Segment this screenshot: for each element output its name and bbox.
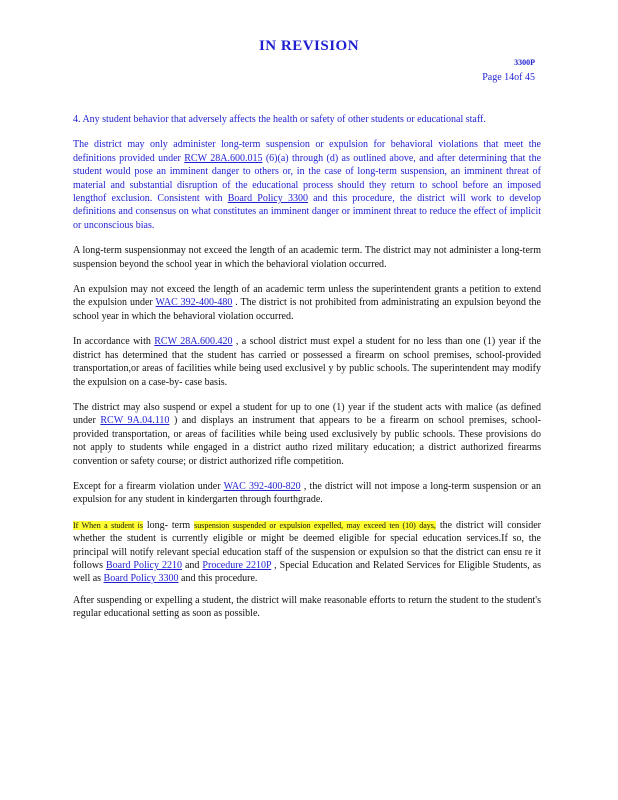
paragraph-long-term-suspension	[73, 138, 541, 232]
paragraph-expulsion-length	[73, 283, 541, 323]
link-rcw-28a600015[interactable]: RCW 28A.600.015	[184, 152, 263, 164]
text-segment: and this procedure.	[178, 573, 258, 585]
highlighted-revision: If When a student is	[73, 520, 143, 530]
revision-title: IN REVISION	[258, 38, 360, 54]
text-segment: The district may also suspend or expel a student for up to one (1) year if the student acts with malice (as defined under	[73, 401, 541, 427]
text-segment: , the district will not impose a long-term suspension or an expulsion for any student in kindergarten through fourthgrade.	[73, 480, 541, 506]
highlighted-revision: suspension suspended or expulsion expelled, may exceed ten (10) days,	[194, 520, 436, 530]
text-segment: ) and displays an instrument that appears to be a firearm on school premises, school-provided transportation, or areas of facilities while being used exclusively by public schools. These provisions do not apply to students while engaged in a district autho rized military education; a district authorized firearms convention or safety course; or district authorized rifle competition.	[73, 415, 541, 467]
text-segment: and	[181, 559, 203, 571]
link-rcw-9a04110[interactable]: RCW 9A.04.110	[100, 415, 170, 427]
paragraph-malice	[73, 401, 541, 468]
document-number: 3300P	[514, 58, 535, 67]
link-board-policy-3300[interactable]: Board Policy 3300	[227, 193, 308, 205]
paragraph-suspension-length: A long-term suspensionmay not exceed the length of an academic term. The district may not administer a long-term suspension beyond the school year in which the behavioral violation occurred.	[73, 245, 541, 270]
link-wac-392-400-480[interactable]: WAC 392-400-480	[155, 297, 233, 309]
text-segment: In accordance with	[73, 336, 155, 348]
text-segment: Except for a firearm violation under	[73, 480, 224, 492]
text-segment: (6)(a) through (d) as outlined above, and after determining that the student would pose an imminent danger to others or, in the case of long-term suspension, an imminent threat of material and substantial disruption of the educational process should they return to school before an imposed lengthof exclusion. Consistent with	[73, 152, 542, 205]
text-segment: The district may only administer long-term suspension or expulsion for behavioral violations that meet the definitions provided under	[73, 139, 541, 164]
link-rcw-28a600420[interactable]: RCW 28A.600.420	[154, 336, 233, 348]
paragraph-special-education	[73, 519, 541, 586]
link-board-policy-3300[interactable]: Board Policy 3300	[103, 573, 179, 585]
link-board-policy-2210[interactable]: Board Policy 2210	[106, 559, 182, 571]
text-segment: and this procedure, the district will work to develop definitions and consensus on what constitutes an imminent danger or imminent threat to reduce the effect of implicit or unconscious bias.	[73, 193, 542, 231]
text-segment: long- term	[142, 519, 195, 531]
link-wac-392-400-820[interactable]: WAC 392-400-820	[223, 480, 301, 492]
link-procedure-2210p[interactable]: Procedure 2210P	[202, 559, 272, 571]
text-segment: . The district is not prohibited from administrating an expulsion beyond the school year in which the behavioral violation occurred.	[73, 297, 541, 322]
text-segment: , Special Education and Related Services for Eligible Students, as well as	[73, 559, 542, 585]
page-number: Page 14of 45	[482, 72, 535, 83]
text-segment: the district will consider whether the student is currently eligible or might be deemed eligible for special education services.If so, the principal will notify relevant special education staff of the suspension or expulsion so that the district can ensu re it follows	[73, 519, 541, 571]
paragraph-firearm-expulsion	[73, 335, 541, 389]
text-segment: An expulsion may not exceed the length of an academic term unless the superintendent grants a petition to extend the expulsion under	[73, 284, 541, 309]
text-segment: , a school district must expel a student for no less than one (1) year if the district has determined that the student has carried or possessed a firearm on school premises, school-provided transportation,or areas of facilities while being used exclusivel y by public schools. The superintendent may modify the expulsion on a case-by- case basis.	[73, 336, 541, 388]
list-item-4: 4. Any student behavior that adversely affects the health or safety of other students or educational staff.	[73, 114, 486, 125]
document-body	[73, 113, 541, 633]
paragraph-kindergarten	[73, 480, 541, 507]
paragraph-return-to-school: After suspending or expelling a student, the district will make reasonable efforts to return the student to the student's regular educational setting as soon as possible.	[73, 594, 541, 620]
